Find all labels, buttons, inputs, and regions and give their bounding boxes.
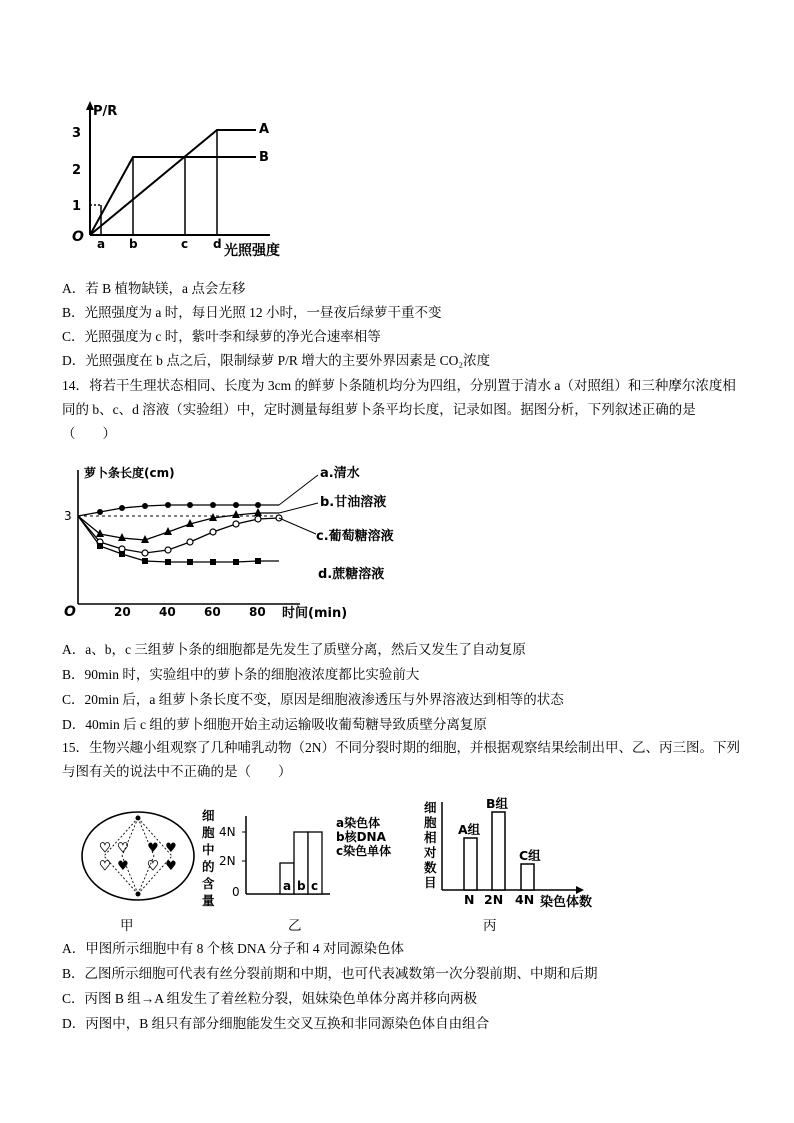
svg-text:含: 含 <box>202 876 215 891</box>
y-tick-2n: 2N <box>219 854 236 868</box>
svg-text:♥: ♥ <box>165 841 177 856</box>
curve-b-label: B <box>259 150 269 165</box>
x-axis-label: 光照强度 <box>224 243 280 259</box>
q14-option-c[interactable]: C．20min 后，a 组萝卜条长度不变，原因是细胞液渗透压与外界溶液达到相等的状态 <box>62 692 564 707</box>
cell-membrane <box>82 812 194 900</box>
q13-option-b[interactable]: B．光照强度为 a 时，每日光照 12 小时，一昼夜后绿萝干重不变 <box>62 305 442 320</box>
x-tick-80: 80 <box>249 605 266 619</box>
bar-label-a: a <box>283 879 292 893</box>
svg-text:♥: ♥ <box>165 859 177 874</box>
legend-a: a.清水 <box>320 466 360 481</box>
legend-b: b.甘油溶液 <box>320 495 387 510</box>
x-tick-n: N <box>464 892 475 907</box>
caption-bing: 丙 <box>483 918 497 933</box>
legend-a: a染色体 <box>336 816 381 830</box>
svg-text:目: 目 <box>424 875 437 890</box>
y-axis-label: 萝卜条长度(cm) <box>84 466 175 480</box>
bing-bars <box>458 796 541 890</box>
y-tick-2: 2 <box>72 163 82 178</box>
y-tick-3: 3 <box>64 509 72 523</box>
origin-label: O <box>64 604 76 620</box>
q15-option-b[interactable]: B．乙图所示细胞可代表有丝分裂前期和中期，也可代表减数第一次分裂前期、中期和后期 <box>62 966 598 981</box>
legend-d: d.蔗糖溶液 <box>318 567 385 582</box>
svg-text:中: 中 <box>202 842 215 857</box>
y-tick-3: 3 <box>72 126 82 141</box>
caption-yi: 乙 <box>288 918 302 933</box>
cell-division-diagram <box>78 806 198 906</box>
q14-option-b[interactable]: B．90min 时，实验组中的萝卜条的细胞液浓度都比实验前大 <box>62 667 420 682</box>
radish-length-chart <box>60 460 420 625</box>
y-axis-label <box>423 800 437 890</box>
q13-option-c[interactable]: C．光照强度为 c 时，紫叶李和绿萝的净光合速率相等 <box>62 329 381 344</box>
x-tick-60: 60 <box>204 605 221 619</box>
svg-text:♥: ♥ <box>147 841 159 856</box>
y-tick-1: 1 <box>72 199 82 214</box>
bing-bar-chart <box>422 796 622 914</box>
curve-b <box>90 157 256 235</box>
curve-a <box>90 130 256 235</box>
q13-option-d[interactable]: D．光照强度在 b 点之后，限制绿萝 P/R 增大的主要外界因素是 CO₂浓度 <box>62 353 491 368</box>
q14-stem: 14．将若干生理状态相同、长度为 3cm 的鲜萝卜条随机均分为四组，分别置于清水 a（对照组）和三种摩尔浓度相同的 b、c、d 溶液（实验组）中，定时测量每组萝卜条平均长度，记录如图。据图分析，下列叙述正确的是（ ） <box>62 378 736 441</box>
y-tick-4n: 4N <box>219 825 236 839</box>
svg-text:对: 对 <box>424 845 437 860</box>
svg-text:量: 量 <box>202 893 215 908</box>
y-axis-label: P/R <box>93 104 118 119</box>
q14-option-a[interactable]: A．a、b，c 三组萝卜条的细胞都是先发生了质壁分离，然后又发生了自动复原 <box>62 642 526 657</box>
x-tick-2n: 2N <box>484 892 504 907</box>
group-label-1: B组 <box>486 796 509 811</box>
svg-text:♥: ♥ <box>117 859 129 874</box>
q14-option-d[interactable]: D．40min 后 c 组的萝卜细胞开始主动运输吸收葡萄糖导致质壁分离复原 <box>62 717 487 732</box>
bar-group-0 <box>464 838 477 890</box>
series-c-line <box>78 516 279 553</box>
series-d-line <box>78 516 279 562</box>
legend-b: b核DNA <box>336 830 386 844</box>
svg-text:数: 数 <box>424 860 437 875</box>
x-tick-20: 20 <box>114 605 131 619</box>
bar-label-b: b <box>297 879 306 893</box>
curve-a-label: A <box>259 122 270 137</box>
legend-c: c染色单体 <box>336 844 392 858</box>
svg-text:胞: 胞 <box>424 815 437 830</box>
x-tick-b: b <box>129 237 138 251</box>
svg-text:的: 的 <box>202 859 215 874</box>
bar-group-1 <box>492 812 505 890</box>
svg-text:♥: ♥ <box>99 841 111 856</box>
group-label-0: A组 <box>458 822 481 837</box>
x-tick-a: a <box>97 237 106 251</box>
y-axis-label <box>202 808 215 908</box>
x-axis-label: 染色体数 <box>540 895 593 910</box>
origin-label: O <box>72 229 84 245</box>
svg-text:♥: ♥ <box>117 841 129 856</box>
svg-text:细: 细 <box>202 808 215 823</box>
x-tick-c: c <box>181 237 189 251</box>
svg-text:♥: ♥ <box>147 859 159 874</box>
yi-bar-chart <box>200 808 415 908</box>
spindle-fibers <box>104 818 172 894</box>
q15-stem: 15．生物兴趣小组观察了几种哺乳动物（2N）不同分裂时期的细胞，并根据观察结果绘制出甲、乙、丙三图。下列与图有关的说法中不正确的是（ ） <box>62 740 740 779</box>
caption-jia: 甲 <box>120 918 134 933</box>
q15-option-d[interactable]: D．丙图中，B 组只有部分细胞能发生交叉互换和非同源染色体自由组合 <box>62 1016 490 1031</box>
bar-label-c: c <box>311 879 319 893</box>
y-tick-0: 0 <box>232 885 240 899</box>
svg-text:细: 细 <box>424 800 437 815</box>
svg-text:♥: ♥ <box>99 859 111 874</box>
series-b-line <box>78 513 279 540</box>
q15-option-a[interactable]: A．甲图所示细胞中有 8 个核 DNA 分子和 4 对同源染色体 <box>62 941 405 956</box>
q13-option-a[interactable]: A．若 B 植物缺镁，a 点会左移 <box>62 281 246 296</box>
x-tick-40: 40 <box>159 605 176 619</box>
bar-group-2 <box>521 864 534 890</box>
svg-text:相: 相 <box>424 830 437 845</box>
x-axis-label: 时间(min) <box>282 606 348 621</box>
group-label-2: C组 <box>519 848 541 863</box>
chromosomes <box>99 841 177 874</box>
x-tick-4n: 4N <box>515 892 535 907</box>
pr-light-chart <box>60 95 300 265</box>
yi-bars <box>280 832 322 894</box>
x-tick-d: d <box>213 237 222 251</box>
q15-option-c[interactable]: C．丙图 B 组→A 组发生了着丝粒分裂，姐妹染色单体分离并移向两极 <box>62 991 478 1006</box>
svg-text:胞: 胞 <box>202 825 215 840</box>
legend-c: c.葡萄糖溶液 <box>316 529 394 544</box>
